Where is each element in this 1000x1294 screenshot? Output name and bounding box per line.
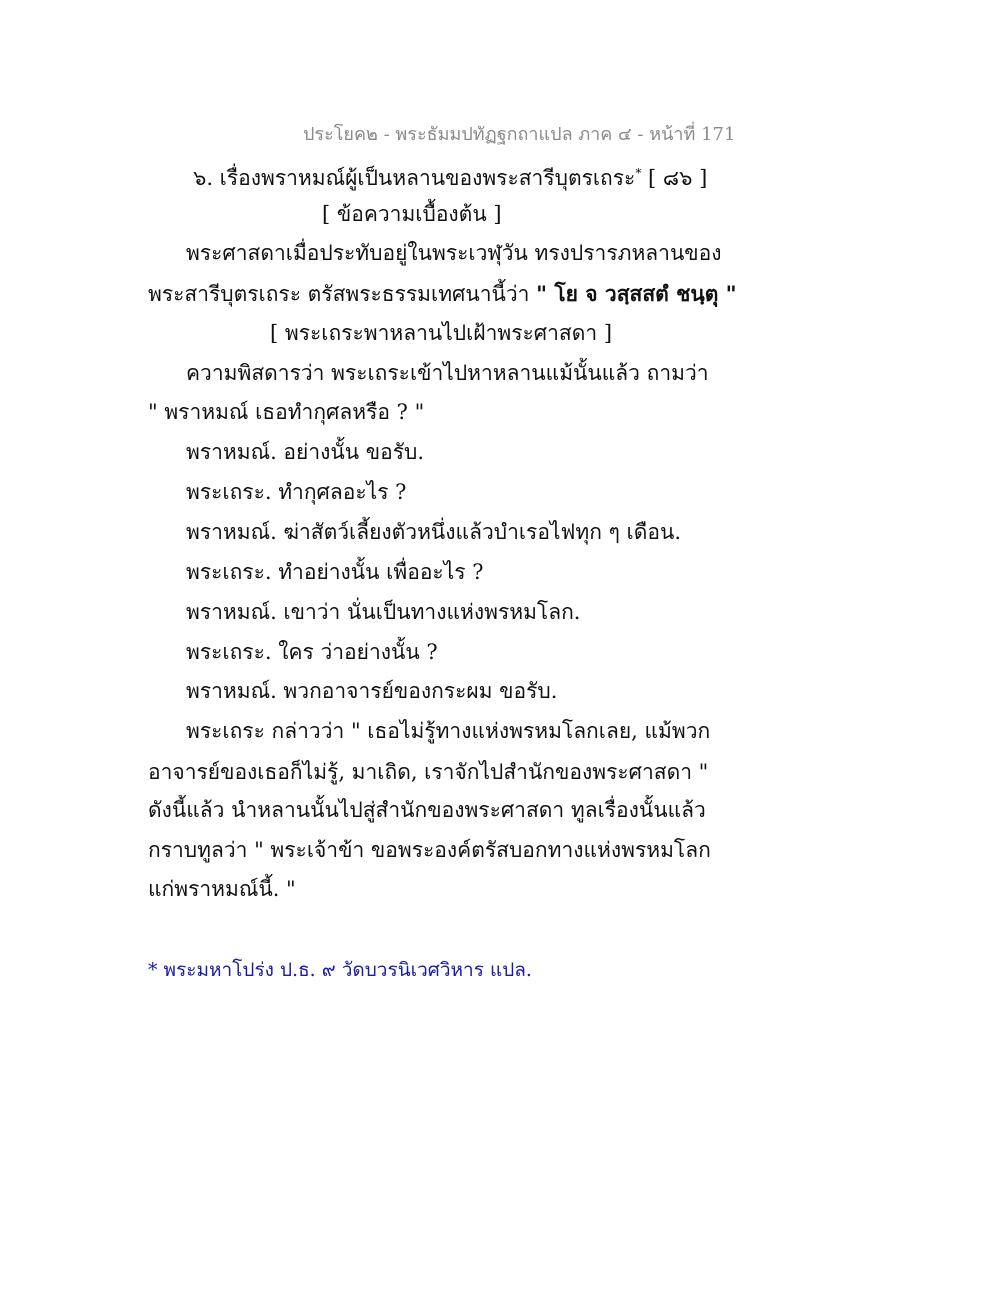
story-title-text: ๖. เรื่องพราหมณ์ผู้เป็นหลานของพระสารีบุตรเถระ — [193, 166, 636, 190]
paragraph-line: พระศาสดาเมื่อประทับอยู่ในพระเวฬุวัน ทรงปรารภหลานของ — [186, 241, 722, 265]
story-title — [193, 158, 707, 193]
dialogue-line: พระเถระ. ทำกุศลอะไร ? — [186, 480, 407, 504]
dialogue-line: พราหมณ์. พวกอาจารย์ของกระผม ขอรับ. — [186, 679, 558, 703]
paragraph-line: " พราหมณ์ เธอทำกุศลหรือ ? " — [148, 400, 425, 424]
paragraph-line: อาจารย์ของเธอก็ไม่รู้, มาเถิด, เราจักไปสำนักของพระศาสดา " — [148, 760, 709, 784]
section-heading-opening: [ ข้อความเบื้องต้น ] — [322, 202, 502, 226]
paragraph-line — [148, 279, 737, 309]
paragraph-text: พระสารีบุตรเถระ ตรัสพระธรรมเทศนานี้ว่า — [148, 282, 537, 306]
running-header: ประโยค๒ - พระธัมมปทัฏฐกถาแปล ภาค ๔ - หน้าที่ 171 — [303, 124, 736, 145]
paragraph-line: ดังนี้แล้ว นำหลานนั้นไปสู่สำนักของพระศาสดา ทูลเรื่องนั้นแล้ว — [148, 798, 706, 822]
story-number: [ ๘๖ ] — [648, 166, 708, 190]
dialogue-line: พระเถระ. ทำอย่างนั้น เพื่ออะไร ? — [186, 560, 484, 584]
dialogue-line: พระเถระ. ใคร ว่าอย่างนั้น ? — [186, 640, 438, 664]
dialogue-line: พราหมณ์. เขาว่า นั่นเป็นทางแห่งพรหมโลก. — [186, 600, 581, 624]
translator-footnote: * พระมหาโปร่ง ป.ธ. ๙ วัดบวรนิเวศวิหาร แปล. — [148, 959, 532, 981]
paragraph-line: กราบทูลว่า " พระเจ้าข้า ขอพระองค์ตรัสบอกทางแห่งพรหมโลก — [148, 838, 711, 862]
paragraph-line: พระเถระ กล่าวว่า " เธอไม่รู้ทางแห่งพรหมโลกเลย, แม้พวก — [186, 719, 711, 743]
pali-verse-quote: " โย จ วสฺสสตํ ชนฺตุ " — [536, 281, 737, 306]
dialogue-line: พราหมณ์. ฆ่าสัตว์เลี้ยงตัวหนึ่งแล้วบำเรอไฟทุก ๆ เดือน. — [186, 520, 682, 544]
footnote-mark: * — [635, 166, 642, 180]
paragraph-line: แก่พราหมณ์นี้. " — [148, 877, 296, 901]
paragraph-line: ความพิสดารว่า พระเถระเข้าไปหาหลานแม้นั้นแล้ว ถามว่า — [186, 361, 709, 385]
dialogue-line: พราหมณ์. อย่างนั้น ขอรับ. — [186, 440, 425, 464]
section-heading-visit: [ พระเถระพาหลานไปเฝ้าพระศาสดา ] — [270, 321, 613, 345]
